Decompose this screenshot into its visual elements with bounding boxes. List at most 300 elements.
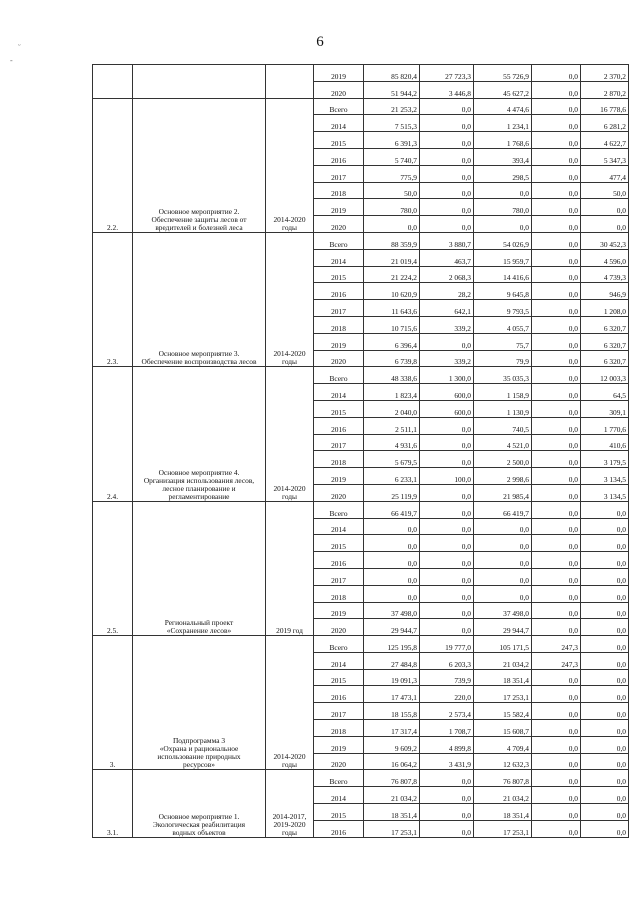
amount-cell-loc: 0,0 [532, 736, 581, 753]
period-line: 2014-2020 [273, 349, 306, 359]
year-cell: 2017 [314, 434, 364, 451]
amount-cell-loc: 0,0 [532, 249, 581, 266]
period-cell [266, 636, 314, 770]
amount-cell-extra: 4 596,0 [581, 249, 629, 266]
amount-cell-loc: 247,3 [532, 652, 581, 669]
year-cell: 2018 [314, 451, 364, 468]
amount-cell-extra: 0,0 [581, 686, 629, 703]
amount-cell-reg: 0,0 [474, 518, 532, 535]
amount-cell-total: 0,0 [364, 518, 420, 535]
amount-cell-fed: 28,2 [420, 283, 474, 300]
amount-cell-extra: 50,0 [581, 182, 629, 199]
amount-cell-extra: 0,0 [581, 720, 629, 737]
amount-cell-loc: 0,0 [532, 451, 581, 468]
item-name-line: ресурсов» [183, 760, 215, 770]
amount-cell-fed: 0,0 [420, 199, 474, 216]
period-line: годы [281, 760, 298, 770]
funding-table [92, 64, 629, 838]
amount-cell-extra: 309,1 [581, 400, 629, 417]
amount-cell-reg: 0,0 [474, 585, 532, 602]
amount-cell-total: 17 473,1 [364, 686, 420, 703]
year-cell: 2019 [314, 333, 364, 350]
amount-cell-extra: 4 622,7 [581, 132, 629, 149]
period-line: 2019 год [276, 626, 303, 636]
year-cell: 2017 [314, 703, 364, 720]
item-number-cell: 2.2. [93, 98, 133, 232]
amount-cell-fed: 0,0 [420, 501, 474, 518]
item-name-cell [133, 65, 266, 99]
year-cell: 2020 [314, 753, 364, 770]
amount-cell-fed: 2 068,3 [420, 266, 474, 283]
amount-cell-fed: 1 708,7 [420, 720, 474, 737]
amount-cell-extra: 16 778,6 [581, 98, 629, 115]
amount-cell-extra: 0,0 [581, 199, 629, 216]
amount-cell-extra: 64,5 [581, 384, 629, 401]
year-cell: 2014 [314, 249, 364, 266]
amount-cell-total: 21 019,4 [364, 249, 420, 266]
amount-cell-extra: 0,0 [581, 636, 629, 653]
amount-cell-total: 29 944,7 [364, 619, 420, 636]
amount-cell-total: 0,0 [364, 535, 420, 552]
amount-cell-extra: 30 452,3 [581, 232, 629, 249]
item-name-line: Основное мероприятие 3. [158, 349, 240, 359]
amount-cell-loc: 0,0 [532, 132, 581, 149]
item-name-line: Обеспечение воспроизводства лесов [141, 357, 257, 367]
amount-cell-reg: 740,5 [474, 417, 532, 434]
amount-cell-extra: 0,0 [581, 804, 629, 821]
year-cell: 2015 [314, 669, 364, 686]
amount-cell-reg: 0,0 [474, 535, 532, 552]
amount-cell-extra: 0,0 [581, 736, 629, 753]
year-cell: 2018 [314, 182, 364, 199]
amount-cell-extra: 1 208,0 [581, 300, 629, 317]
table-row [93, 636, 629, 653]
amount-cell-extra: 477,4 [581, 165, 629, 182]
amount-cell-fed: 0,0 [420, 787, 474, 804]
amount-cell-reg: 0,0 [474, 182, 532, 199]
amount-cell-fed: 0,0 [420, 518, 474, 535]
amount-cell-total: 50,0 [364, 182, 420, 199]
amount-cell-loc: 0,0 [532, 619, 581, 636]
item-name-cell [133, 770, 266, 837]
item-number-cell [93, 65, 133, 99]
year-cell: 2019 [314, 199, 364, 216]
year-cell: Всего [314, 98, 364, 115]
item-name-line: регламентирование [168, 491, 230, 501]
amount-cell-reg: 1 768,6 [474, 132, 532, 149]
table-row [93, 65, 629, 82]
amount-cell-fed: 0,0 [420, 804, 474, 821]
amount-cell-total: 16 064,2 [364, 753, 420, 770]
amount-cell-loc: 247,3 [532, 636, 581, 653]
amount-cell-fed: 0,0 [420, 770, 474, 787]
amount-cell-reg: 4 474,6 [474, 98, 532, 115]
amount-cell-total: 17 317,4 [364, 720, 420, 737]
period-line: 2014-2020 [273, 214, 306, 224]
amount-cell-reg: 17 253,1 [474, 686, 532, 703]
amount-cell-fed: 0,0 [420, 602, 474, 619]
amount-cell-extra: 2 370,2 [581, 65, 629, 82]
year-cell: 2016 [314, 552, 364, 569]
amount-cell-fed: 600,0 [420, 400, 474, 417]
amount-cell-total: 66 419,7 [364, 501, 420, 518]
amount-cell-total: 21 034,2 [364, 787, 420, 804]
year-cell: 2019 [314, 602, 364, 619]
amount-cell-fed: 0,0 [420, 535, 474, 552]
amount-cell-fed: 0,0 [420, 585, 474, 602]
amount-cell-total: 0,0 [364, 216, 420, 233]
period-cell [266, 367, 314, 501]
item-name-cell [133, 232, 266, 366]
amount-cell-reg: 4 709,4 [474, 736, 532, 753]
amount-cell-reg: 12 632,3 [474, 753, 532, 770]
amount-cell-reg: 1 130,9 [474, 400, 532, 417]
year-cell: 2015 [314, 132, 364, 149]
amount-cell-total: 18 351,4 [364, 804, 420, 821]
amount-cell-loc: 0,0 [532, 216, 581, 233]
amount-cell-extra: 12 003,3 [581, 367, 629, 384]
amount-cell-reg: 1 158,9 [474, 384, 532, 401]
amount-cell-total: 25 119,9 [364, 484, 420, 501]
year-cell: 2015 [314, 804, 364, 821]
amount-cell-fed: 3 431,9 [420, 753, 474, 770]
amount-cell-total: 11 643,6 [364, 300, 420, 317]
item-number-cell: 2.4. [93, 367, 133, 501]
amount-cell-fed: 0,0 [420, 165, 474, 182]
amount-cell-loc: 0,0 [532, 669, 581, 686]
year-cell: 2017 [314, 165, 364, 182]
amount-cell-fed: 0,0 [420, 115, 474, 132]
amount-cell-loc: 0,0 [532, 787, 581, 804]
year-cell: 2015 [314, 266, 364, 283]
year-cell: 2020 [314, 216, 364, 233]
amount-cell-reg: 2 998,6 [474, 468, 532, 485]
amount-cell-extra: 2 870,2 [581, 81, 629, 98]
amount-cell-total: 2 511,1 [364, 417, 420, 434]
amount-cell-reg: 76 807,8 [474, 770, 532, 787]
amount-cell-reg: 4 521,0 [474, 434, 532, 451]
amount-cell-extra: 0,0 [581, 652, 629, 669]
item-name-line: водных объектов [172, 827, 226, 837]
item-name-line: Организация использования лесов, [143, 475, 255, 485]
amount-cell-reg: 66 419,7 [474, 501, 532, 518]
item-name-cell [133, 501, 266, 635]
amount-cell-total: 6 233,1 [364, 468, 420, 485]
amount-cell-extra: 946,9 [581, 283, 629, 300]
period-cell [266, 501, 314, 635]
amount-cell-fed: 3 446,8 [420, 81, 474, 98]
amount-cell-extra: 0,0 [581, 568, 629, 585]
amount-cell-loc: 0,0 [532, 585, 581, 602]
year-cell: Всего [314, 770, 364, 787]
amount-cell-extra: 0,0 [581, 585, 629, 602]
period-cell [266, 770, 314, 837]
amount-cell-extra: 410,6 [581, 434, 629, 451]
amount-cell-fed: 339,2 [420, 316, 474, 333]
item-name-line: лесное планирование и [162, 483, 236, 493]
amount-cell-fed: 463,7 [420, 249, 474, 266]
period-cell [266, 65, 314, 99]
amount-cell-loc: 0,0 [532, 804, 581, 821]
amount-cell-extra: 6 320,7 [581, 333, 629, 350]
amount-cell-loc: 0,0 [532, 266, 581, 283]
amount-cell-extra: 0,0 [581, 535, 629, 552]
amount-cell-total: 51 944,2 [364, 81, 420, 98]
amount-cell-total: 780,0 [364, 199, 420, 216]
amount-cell-reg: 0,0 [474, 568, 532, 585]
amount-cell-total: 10 715,6 [364, 316, 420, 333]
amount-cell-total: 6 739,8 [364, 350, 420, 367]
item-name-line: «Сохранение лесов» [166, 626, 232, 636]
amount-cell-total: 0,0 [364, 585, 420, 602]
amount-cell-extra: 0,0 [581, 669, 629, 686]
amount-cell-total: 19 091,3 [364, 669, 420, 686]
amount-cell-extra: 0,0 [581, 216, 629, 233]
item-name-cell [133, 636, 266, 770]
amount-cell-loc: 0,0 [532, 820, 581, 837]
year-cell: 2018 [314, 316, 364, 333]
amount-cell-loc: 0,0 [532, 720, 581, 737]
item-name-cell [133, 367, 266, 501]
amount-cell-loc: 0,0 [532, 686, 581, 703]
item-number-cell: 2.3. [93, 232, 133, 366]
item-name-line: Подпрограмма 3 [172, 736, 226, 746]
amount-cell-loc: 0,0 [532, 417, 581, 434]
amount-cell-loc: 0,0 [532, 753, 581, 770]
amount-cell-total: 27 484,8 [364, 652, 420, 669]
amount-cell-reg: 54 026,9 [474, 232, 532, 249]
item-name-line: Обеспечение защиты лесов от [151, 214, 247, 224]
amount-cell-fed: 0,0 [420, 216, 474, 233]
amount-cell-reg: 4 055,7 [474, 316, 532, 333]
amount-cell-reg: 105 171,5 [474, 636, 532, 653]
amount-cell-loc: 0,0 [532, 535, 581, 552]
item-name-line: Экологическая реабилитация [152, 819, 246, 829]
amount-cell-loc: 0,0 [532, 333, 581, 350]
amount-cell-extra: 3 134,5 [581, 484, 629, 501]
amount-cell-reg: 393,4 [474, 148, 532, 165]
table-row [93, 770, 629, 787]
amount-cell-total: 21 224,2 [364, 266, 420, 283]
amount-cell-total: 88 359,9 [364, 232, 420, 249]
amount-cell-extra: 1 770,6 [581, 417, 629, 434]
amount-cell-loc: 0,0 [532, 552, 581, 569]
table-row [93, 367, 629, 384]
amount-cell-total: 7 515,3 [364, 115, 420, 132]
year-cell: Всего [314, 232, 364, 249]
amount-cell-loc: 0,0 [532, 367, 581, 384]
amount-cell-extra: 6 281,2 [581, 115, 629, 132]
amount-cell-fed: 642,1 [420, 300, 474, 317]
amount-cell-fed: 1 300,0 [420, 367, 474, 384]
amount-cell-extra: 4 739,3 [581, 266, 629, 283]
amount-cell-total: 21 253,2 [364, 98, 420, 115]
amount-cell-total: 2 040,0 [364, 400, 420, 417]
item-name-line: Основное мероприятие 1. [158, 811, 240, 821]
amount-cell-total: 6 396,4 [364, 333, 420, 350]
amount-cell-reg: 780,0 [474, 199, 532, 216]
amount-cell-fed: 0,0 [420, 484, 474, 501]
amount-cell-reg: 18 351,4 [474, 669, 532, 686]
year-cell: 2014 [314, 384, 364, 401]
year-cell: 2020 [314, 350, 364, 367]
amount-cell-loc: 0,0 [532, 770, 581, 787]
amount-cell-fed: 0,0 [420, 148, 474, 165]
table-row [93, 98, 629, 115]
year-cell: 2019 [314, 468, 364, 485]
amount-cell-loc: 0,0 [532, 300, 581, 317]
amount-cell-loc: 0,0 [532, 400, 581, 417]
amount-cell-loc: 0,0 [532, 316, 581, 333]
year-cell: 2014 [314, 518, 364, 535]
amount-cell-reg: 55 726,9 [474, 65, 532, 82]
amount-cell-reg: 15 608,7 [474, 720, 532, 737]
amount-cell-fed: 0,0 [420, 98, 474, 115]
amount-cell-reg: 18 351,4 [474, 804, 532, 821]
amount-cell-total: 85 820,4 [364, 65, 420, 82]
amount-cell-extra: 0,0 [581, 501, 629, 518]
item-name-cell [133, 98, 266, 232]
year-cell: Всего [314, 367, 364, 384]
year-cell: 2018 [314, 585, 364, 602]
amount-cell-reg: 21 034,2 [474, 652, 532, 669]
amount-cell-loc: 0,0 [532, 199, 581, 216]
amount-cell-fed: 0,0 [420, 417, 474, 434]
amount-cell-total: 17 253,1 [364, 820, 420, 837]
item-number-cell: 3. [93, 636, 133, 770]
item-number-cell: 3.1. [93, 770, 133, 837]
period-line: 2014-2020 [273, 483, 306, 493]
amount-cell-fed: 4 899,8 [420, 736, 474, 753]
period-cell [266, 232, 314, 366]
amount-cell-reg: 17 253,1 [474, 820, 532, 837]
item-name-line: использование природных [157, 752, 241, 762]
amount-cell-fed: 0,0 [420, 132, 474, 149]
amount-cell-loc: 0,0 [532, 148, 581, 165]
period-line: годы [281, 491, 298, 501]
amount-cell-reg: 75,7 [474, 333, 532, 350]
amount-cell-loc: 0,0 [532, 434, 581, 451]
scan-mark: - [10, 56, 13, 65]
item-name-line: «Охрана и рациональное [159, 744, 239, 754]
amount-cell-fed: 0,0 [420, 568, 474, 585]
amount-cell-reg: 0,0 [474, 216, 532, 233]
amount-cell-total: 0,0 [364, 552, 420, 569]
item-name-line: Основное мероприятие 4. [158, 467, 240, 477]
amount-cell-loc: 0,0 [532, 602, 581, 619]
year-cell: 2016 [314, 686, 364, 703]
amount-cell-total: 6 391,3 [364, 132, 420, 149]
amount-cell-total: 37 498,0 [364, 602, 420, 619]
period-line: 2019-2020 [273, 819, 306, 829]
amount-cell-fed: 0,0 [420, 182, 474, 199]
amount-cell-loc: 0,0 [532, 283, 581, 300]
amount-cell-extra: 0,0 [581, 552, 629, 569]
year-cell: 2019 [314, 736, 364, 753]
year-cell: 2016 [314, 148, 364, 165]
amount-cell-fed: 100,0 [420, 468, 474, 485]
amount-cell-loc: 0,0 [532, 165, 581, 182]
amount-cell-extra: 0,0 [581, 820, 629, 837]
amount-cell-total: 18 155,8 [364, 703, 420, 720]
period-line: годы [281, 357, 298, 367]
amount-cell-loc: 0,0 [532, 350, 581, 367]
amount-cell-extra: 0,0 [581, 770, 629, 787]
amount-cell-loc: 0,0 [532, 501, 581, 518]
amount-cell-reg: 79,9 [474, 350, 532, 367]
amount-cell-fed: 3 880,7 [420, 232, 474, 249]
amount-cell-loc: 0,0 [532, 384, 581, 401]
amount-cell-total: 1 823,4 [364, 384, 420, 401]
amount-cell-total: 76 807,8 [364, 770, 420, 787]
year-cell: 2015 [314, 400, 364, 417]
year-cell: 2020 [314, 81, 364, 98]
amount-cell-reg: 45 627,2 [474, 81, 532, 98]
period-line: 2014-2020 [273, 752, 306, 762]
amount-cell-total: 10 620,9 [364, 283, 420, 300]
amount-cell-extra: 6 320,7 [581, 350, 629, 367]
page-number: 6 [316, 34, 324, 50]
table-row [93, 232, 629, 249]
amount-cell-fed: 220,0 [420, 686, 474, 703]
amount-cell-fed: 6 203,3 [420, 652, 474, 669]
amount-cell-extra: 3 179,5 [581, 451, 629, 468]
amount-cell-total: 125 195,8 [364, 636, 420, 653]
year-cell: 2018 [314, 720, 364, 737]
amount-cell-extra: 0,0 [581, 787, 629, 804]
amount-cell-reg: 9 793,5 [474, 300, 532, 317]
item-name-line: вредителей и болезней леса [155, 222, 243, 232]
year-cell: 2016 [314, 283, 364, 300]
amount-cell-reg: 35 035,3 [474, 367, 532, 384]
amount-cell-loc: 0,0 [532, 468, 581, 485]
amount-cell-total: 9 609,2 [364, 736, 420, 753]
amount-cell-fed: 0,0 [420, 820, 474, 837]
period-line: 2014-2017, [272, 811, 307, 821]
amount-cell-reg: 37 498,0 [474, 602, 532, 619]
year-cell: 2020 [314, 484, 364, 501]
year-cell: Всего [314, 636, 364, 653]
amount-cell-extra: 0,0 [581, 602, 629, 619]
year-cell: 2016 [314, 417, 364, 434]
amount-cell-reg: 14 416,6 [474, 266, 532, 283]
amount-cell-total: 0,0 [364, 568, 420, 585]
amount-cell-loc: 0,0 [532, 182, 581, 199]
period-cell [266, 98, 314, 232]
amount-cell-total: 5 740,7 [364, 148, 420, 165]
year-cell: 2015 [314, 535, 364, 552]
year-cell: 2016 [314, 820, 364, 837]
amount-cell-reg: 1 234,1 [474, 115, 532, 132]
table-row [93, 501, 629, 518]
amount-cell-fed: 339,2 [420, 350, 474, 367]
amount-cell-loc: 0,0 [532, 703, 581, 720]
amount-cell-fed: 0,0 [420, 434, 474, 451]
amount-cell-fed: 600,0 [420, 384, 474, 401]
amount-cell-loc: 0,0 [532, 98, 581, 115]
amount-cell-reg: 21 034,2 [474, 787, 532, 804]
amount-cell-loc: 0,0 [532, 484, 581, 501]
amount-cell-loc: 0,0 [532, 65, 581, 82]
amount-cell-extra: 5 347,3 [581, 148, 629, 165]
amount-cell-loc: 0,0 [532, 568, 581, 585]
amount-cell-extra: 0,0 [581, 753, 629, 770]
year-cell: 2014 [314, 115, 364, 132]
amount-cell-fed: 0,0 [420, 552, 474, 569]
amount-cell-loc: 0,0 [532, 232, 581, 249]
amount-cell-extra: 0,0 [581, 703, 629, 720]
amount-cell-extra: 6 320,7 [581, 316, 629, 333]
